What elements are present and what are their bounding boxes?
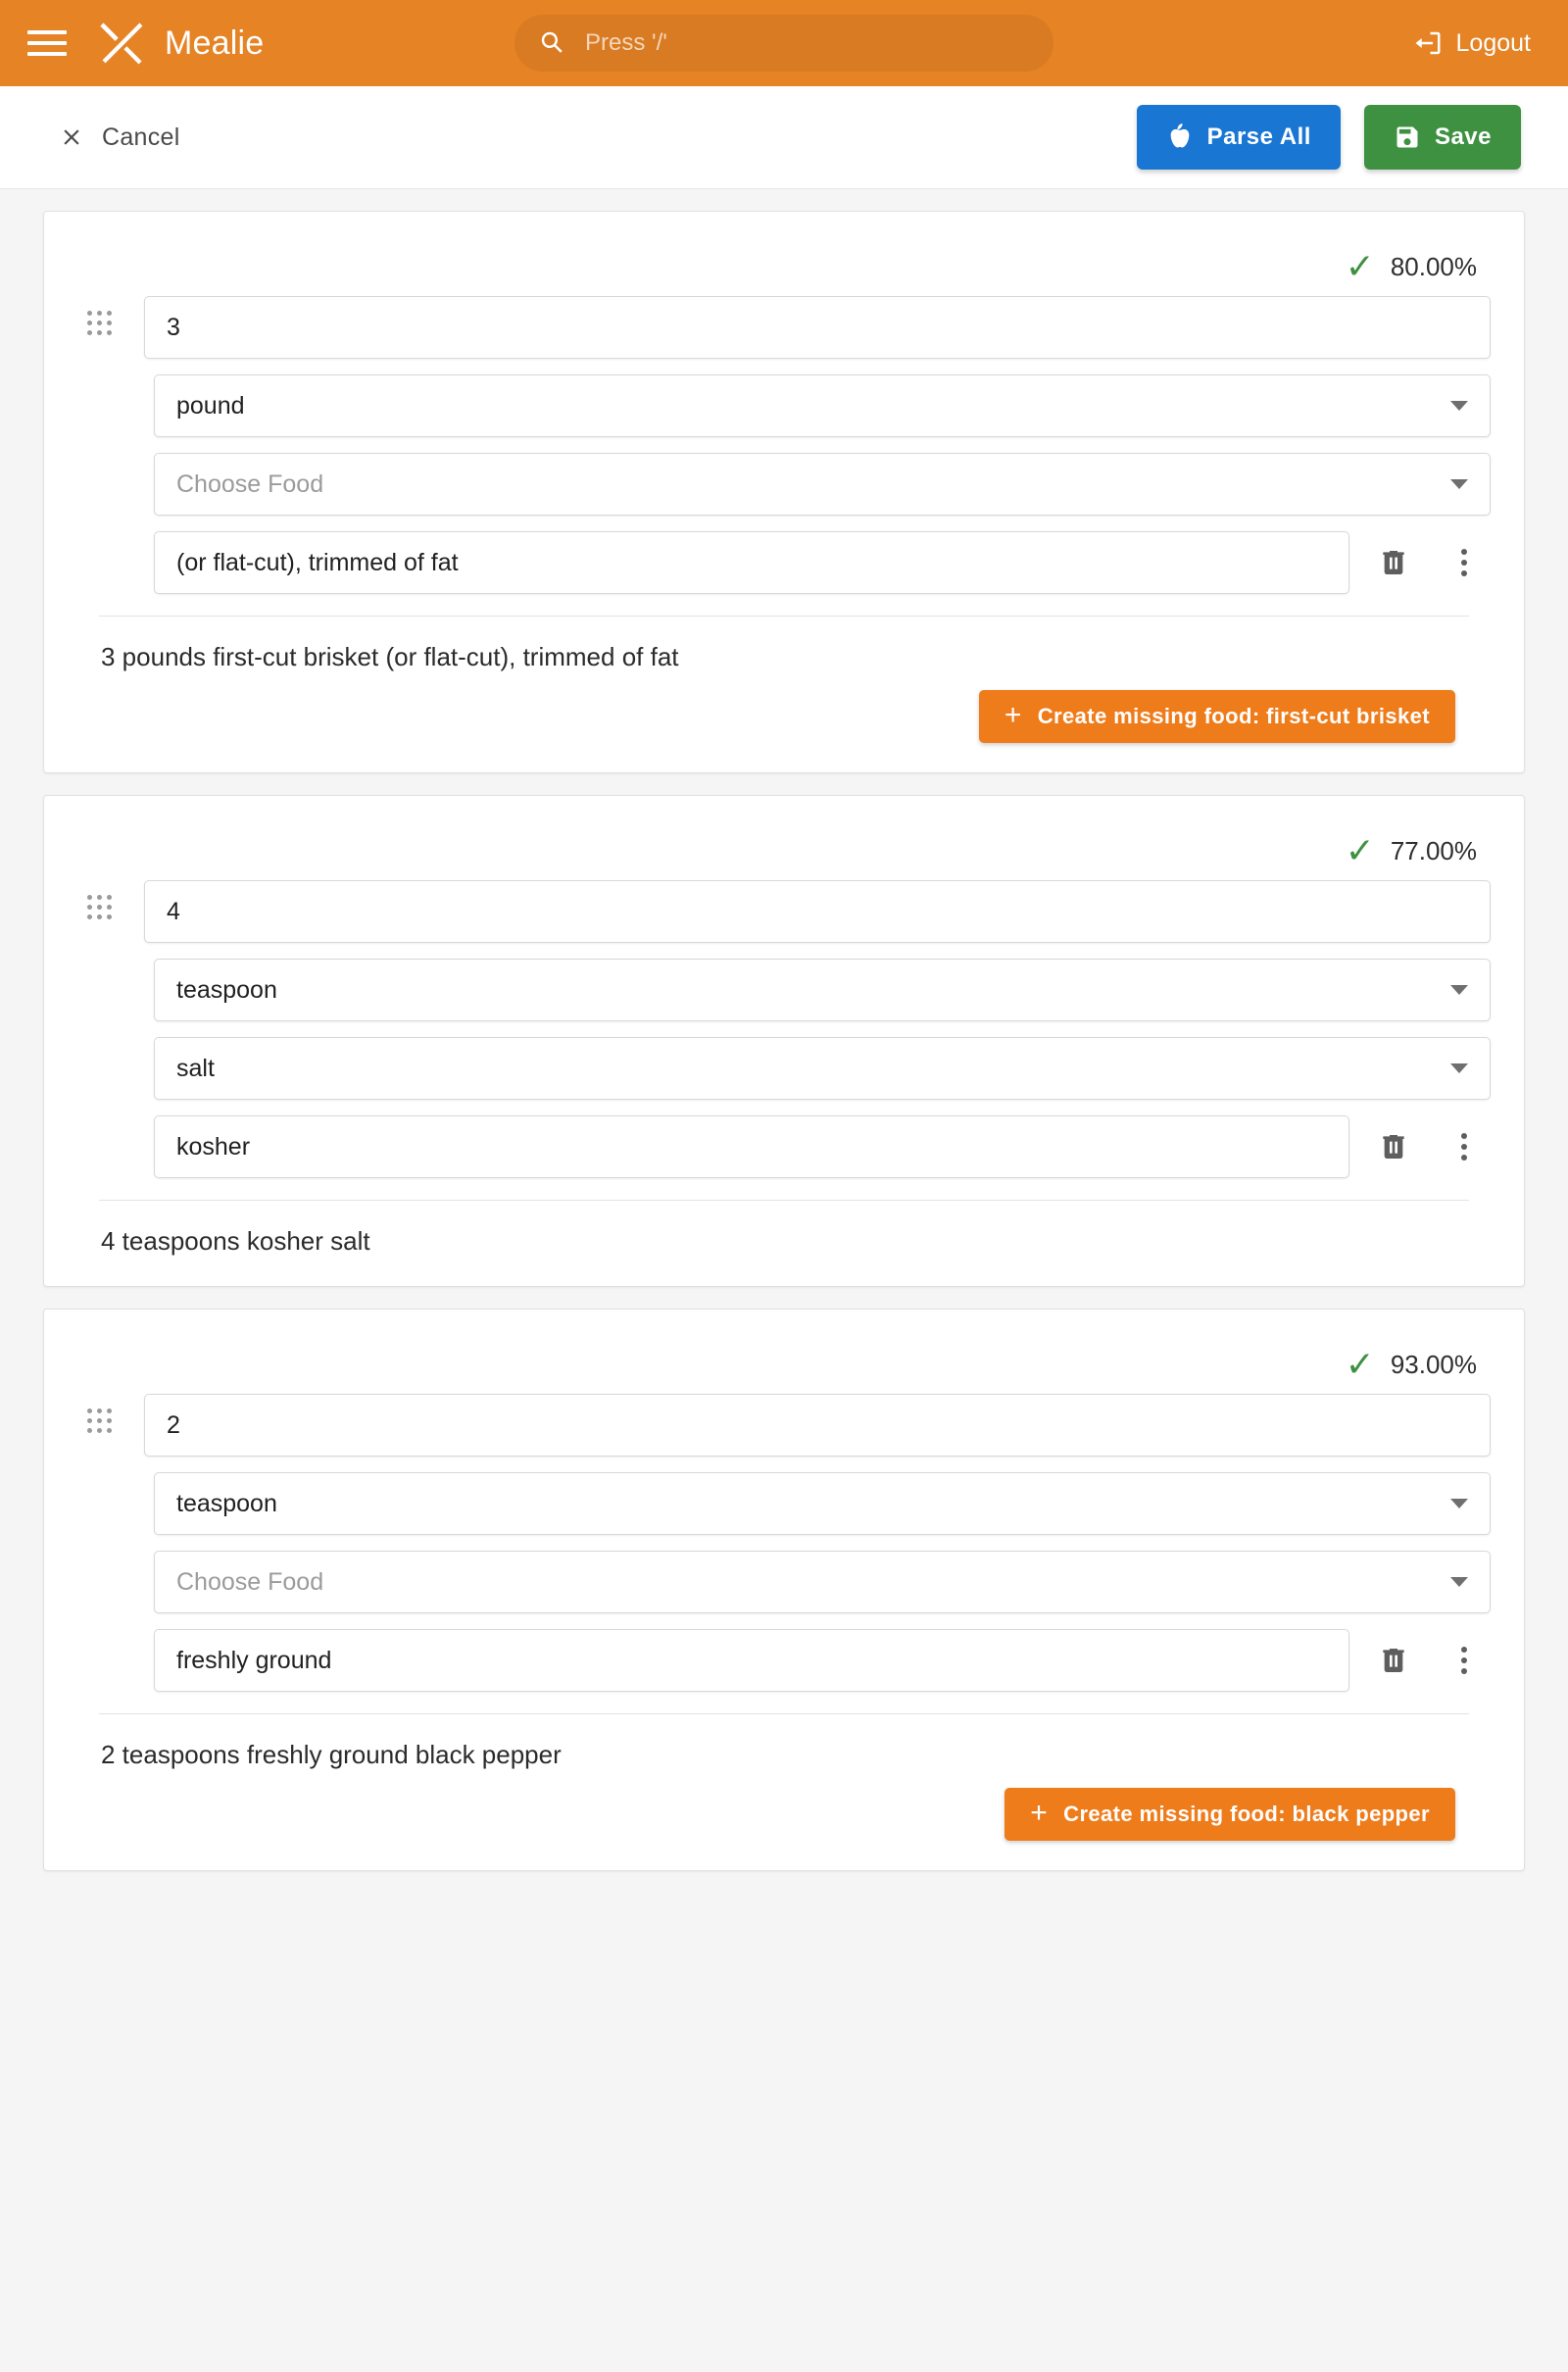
note-row bbox=[77, 1115, 1491, 1178]
create-missing-food-label: Create missing food: black pepper bbox=[1063, 1802, 1430, 1826]
trash-icon bbox=[1378, 1645, 1409, 1676]
quantity-input[interactable]: 4 bbox=[144, 880, 1491, 943]
food-row bbox=[77, 453, 1491, 516]
ingredient-card bbox=[43, 795, 1525, 1287]
food-select[interactable]: salt bbox=[154, 1037, 1491, 1100]
cancel-button[interactable] bbox=[59, 124, 180, 152]
delete-ingredient-button[interactable] bbox=[1367, 1120, 1420, 1173]
unit-row bbox=[77, 959, 1491, 1021]
original-text: 2 teaspoons freshly ground black pepper bbox=[101, 1740, 562, 1769]
original-text: 3 pounds first-cut brisket (or flat-cut), trimmed of fat bbox=[101, 642, 679, 671]
chevron-down-icon bbox=[1450, 401, 1468, 411]
app-bar bbox=[0, 0, 1568, 86]
food-row bbox=[77, 1037, 1491, 1100]
quantity-input[interactable]: 2 bbox=[144, 1394, 1491, 1457]
drag-handle-icon[interactable] bbox=[87, 311, 121, 344]
toolbar-actions bbox=[1137, 105, 1521, 170]
plus-icon: + bbox=[1030, 1796, 1049, 1829]
confidence-value: 93.00% bbox=[1390, 1349, 1477, 1379]
editor-toolbar bbox=[0, 86, 1568, 189]
more-options-button[interactable] bbox=[1438, 1120, 1491, 1173]
unit-select[interactable]: pound bbox=[154, 374, 1491, 437]
card-actions bbox=[77, 1788, 1491, 1841]
chevron-down-icon bbox=[1450, 479, 1468, 489]
hamburger-icon[interactable] bbox=[27, 21, 73, 66]
create-missing-food-button[interactable] bbox=[1004, 1788, 1455, 1841]
search-input[interactable] bbox=[583, 28, 1030, 58]
search-container bbox=[514, 15, 1054, 72]
unit-select[interactable]: teaspoon bbox=[154, 1472, 1491, 1535]
quantity-input[interactable]: 3 bbox=[144, 296, 1491, 359]
food-select[interactable]: Choose Food bbox=[154, 453, 1491, 516]
ingredient-list bbox=[0, 211, 1568, 1871]
unit-select[interactable]: teaspoon bbox=[154, 959, 1491, 1021]
confidence-value: 80.00% bbox=[1390, 251, 1477, 281]
check-icon: ✓ bbox=[1345, 830, 1375, 870]
food-row bbox=[77, 1551, 1491, 1613]
ingredient-card bbox=[43, 211, 1525, 773]
fork-knife-logo bbox=[96, 18, 147, 69]
confidence-value: 77.00% bbox=[1390, 835, 1477, 865]
search-box[interactable] bbox=[514, 15, 1054, 72]
trash-icon bbox=[1378, 547, 1409, 578]
ingredient-card bbox=[43, 1309, 1525, 1871]
card-header bbox=[77, 821, 1491, 880]
food-select[interactable]: Choose Food bbox=[154, 1551, 1491, 1613]
more-options-button[interactable] bbox=[1438, 536, 1491, 589]
logout-button[interactable] bbox=[1413, 28, 1541, 58]
app-title: Mealie bbox=[165, 24, 265, 62]
note-input[interactable]: freshly ground bbox=[154, 1629, 1349, 1692]
chevron-down-icon bbox=[1450, 985, 1468, 995]
food-apple-icon bbox=[1166, 124, 1194, 151]
unit-row bbox=[77, 1472, 1491, 1535]
original-text: 4 teaspoons kosher salt bbox=[101, 1226, 370, 1256]
parse-all-button[interactable] bbox=[1137, 105, 1341, 170]
drag-handle-icon[interactable] bbox=[87, 895, 121, 928]
drag-handle-icon[interactable] bbox=[87, 1408, 121, 1442]
plus-icon: + bbox=[1004, 698, 1022, 731]
logout-label: Logout bbox=[1455, 28, 1531, 57]
parse-all-label: Parse All bbox=[1206, 124, 1311, 150]
more-options-button[interactable] bbox=[1438, 1634, 1491, 1687]
close-icon bbox=[59, 124, 84, 150]
save-button[interactable] bbox=[1364, 105, 1521, 170]
unit-row bbox=[77, 374, 1491, 437]
card-actions bbox=[77, 690, 1491, 743]
chevron-down-icon bbox=[1450, 1577, 1468, 1587]
quantity-row bbox=[77, 1394, 1491, 1457]
logout-icon bbox=[1413, 28, 1443, 58]
cancel-label: Cancel bbox=[102, 123, 180, 151]
note-input[interactable]: (or flat-cut), trimmed of fat bbox=[154, 531, 1349, 594]
card-header bbox=[77, 1335, 1491, 1394]
trash-icon bbox=[1378, 1131, 1409, 1162]
delete-ingredient-button[interactable] bbox=[1367, 1634, 1420, 1687]
search-icon bbox=[538, 28, 567, 58]
check-icon: ✓ bbox=[1345, 246, 1375, 286]
note-input[interactable]: kosher bbox=[154, 1115, 1349, 1178]
save-disk-icon bbox=[1394, 124, 1421, 151]
check-icon: ✓ bbox=[1345, 1344, 1375, 1384]
chevron-down-icon bbox=[1450, 1499, 1468, 1508]
delete-ingredient-button[interactable] bbox=[1367, 536, 1420, 589]
save-label: Save bbox=[1434, 124, 1492, 150]
card-header bbox=[77, 237, 1491, 296]
quantity-row bbox=[77, 880, 1491, 943]
quantity-row bbox=[77, 296, 1491, 359]
note-row bbox=[77, 531, 1491, 594]
chevron-down-icon bbox=[1450, 1063, 1468, 1073]
note-row bbox=[77, 1629, 1491, 1692]
create-missing-food-button[interactable] bbox=[979, 690, 1455, 743]
brand[interactable] bbox=[96, 18, 264, 69]
create-missing-food-label: Create missing food: first-cut brisket bbox=[1037, 704, 1430, 728]
